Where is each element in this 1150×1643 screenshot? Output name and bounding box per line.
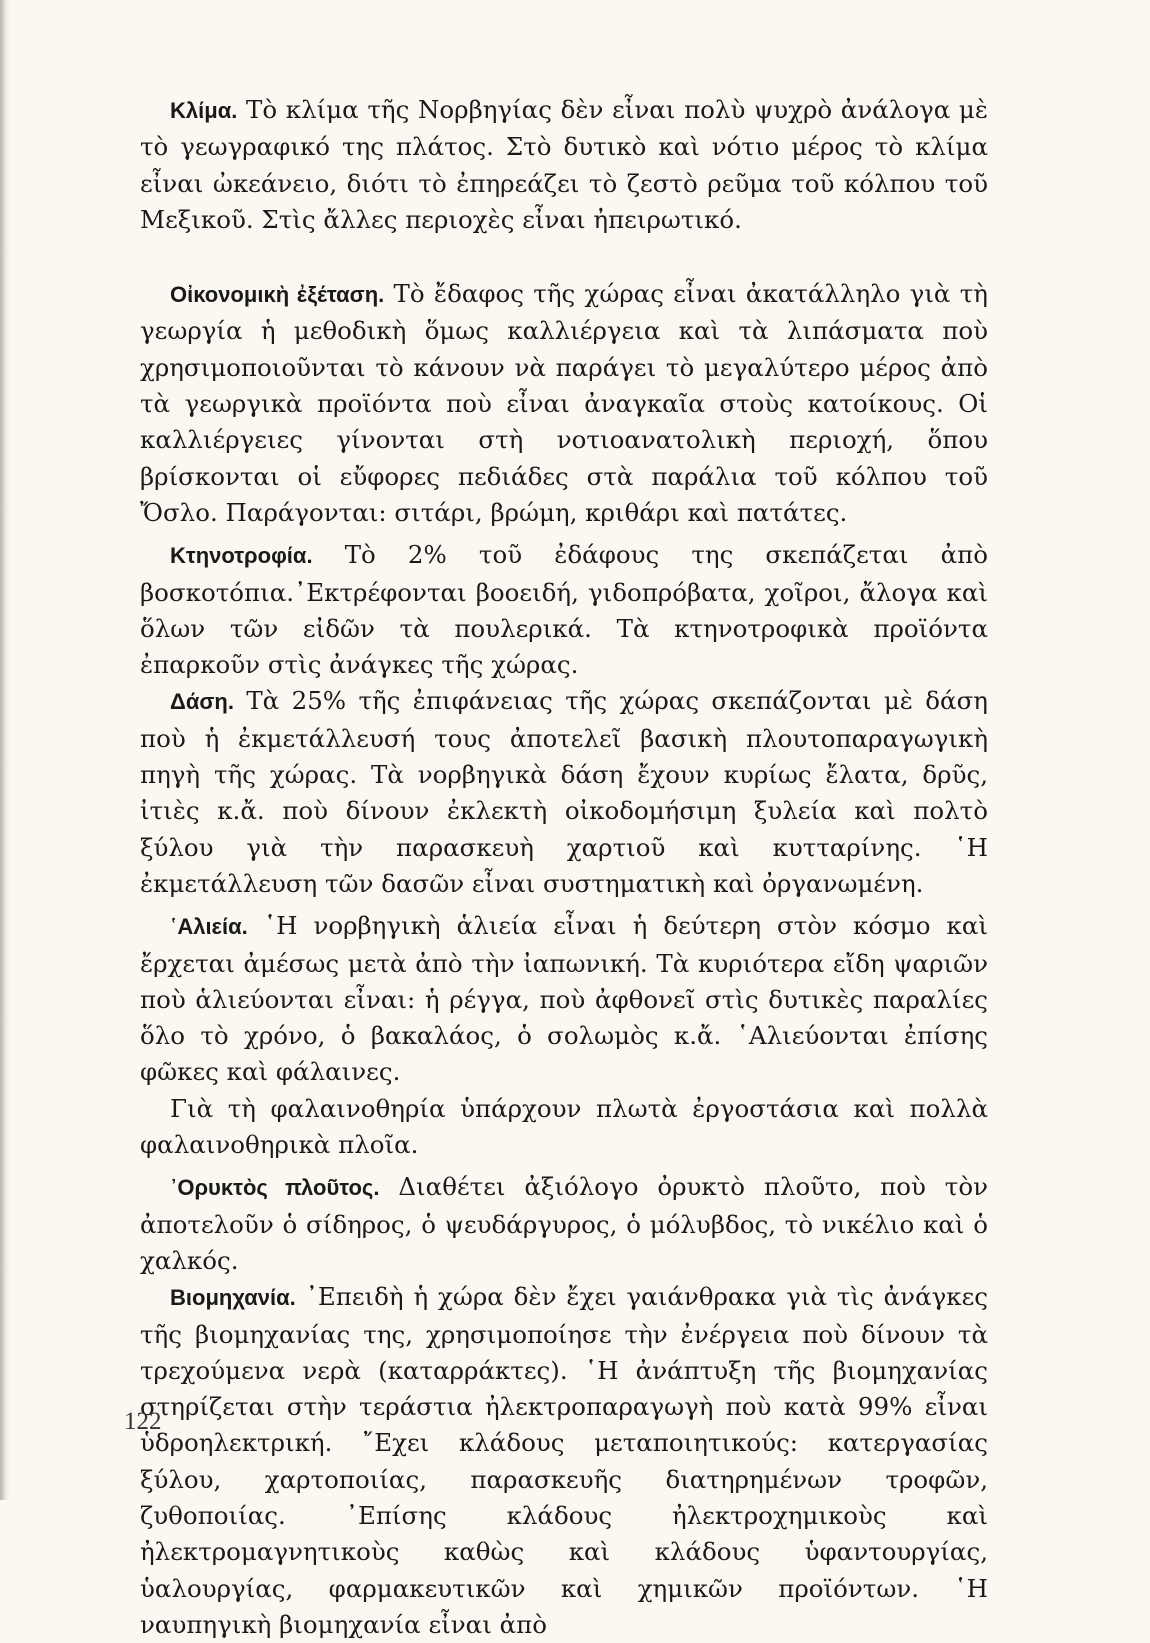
section-heading: Οἰκονομικὴ ἐξέταση.	[170, 282, 385, 308]
section-climate	[140, 92, 988, 238]
section-heading: ῾Αλιεία.	[170, 914, 248, 940]
section-fishing	[140, 908, 988, 1090]
section-text: ῾Η νορβηγικὴ ἁλιεία εἶναι ἡ δεύτερη στὸν κόσμο καὶ ἔρχεται ἀμέσως μετὰ ἀπὸ τὴν ἰαπωνική. Τὰ κυριότερα εἴδη ψαριῶν ποὺ ἁλιεύονται εἶναι: ἡ ρέγγα, ποὺ ἀφθονεῖ στὶς δυτικὲς παραλίες ὅλο τὸ χρόνο, ὁ βακαλάος, ὁ σολωμὸς κ.ἄ. ῾Αλιεύονται ἐπίσης φῶκες καὶ φάλαινες.	[140, 911, 988, 1087]
section-text: ᾿Επειδὴ ἡ χώρα δὲν ἔχει γαιάνθρακα γιὰ τὶς ἀνάγκες τῆς βιομηχανίας της, χρησιμοποίησε τὴν ἐνέργεια ποὺ δίνουν τὰ τρεχούμενα νερὰ (καταρράκτες). ῾Η ἀνάπτυξη τῆς βιομηχανίας στηρίζεται στὴν τεράστια ἠλεκτροπαραγωγὴ ποὺ κατὰ 99% εἶναι ὑδροηλεκτρική. ῎Εχει κλάδους μεταποιητικούς: κατεργασίας ξύλου, χαρτοποιίας, παρασκευῆς διατηρημένων τροφῶν, ζυθοποιίας. ᾿Επίσης κλάδους ἠλεκτροχημικοὺς καὶ ἠλεκτρομαγνητικοὺς καθὼς καὶ κλάδους ὑφαντουργίας, ὑαλουργίας, φαρμακευτικῶν καὶ χημικῶν προϊόντων. ῾Η ναυπηγικὴ βιομηχανία εἶναι ἀπὸ	[140, 1282, 988, 1639]
section-text: Γιὰ τὴ φαλαινοθηρία ὑπάρχουν πλωτὰ ἐργοστάσια καὶ πολλὰ φαλαινοθηρικὰ πλοῖα.	[140, 1093, 988, 1160]
section-industry	[140, 1279, 988, 1643]
page-binding-edge	[0, 0, 10, 1500]
section-economy	[140, 276, 988, 531]
page-number: 122	[124, 1408, 162, 1435]
section-text: Διαθέτει ἀξιόλογο ὀρυκτὸ πλοῦτο, ποὺ τὸν ἀποτελοῦν ὁ σίδηρος, ὁ ψευδάργυρος, ὁ μόλυβδος, τὸ νικέλιο καὶ ὁ χαλκός.	[140, 1172, 988, 1275]
section-heading: Βιομηχανία.	[170, 1285, 296, 1311]
section-text: Τὸ ἔδαφος τῆς χώρας εἶναι ἀκατάλληλο γιὰ τὴ γεωργία ἡ μεθοδικὴ ὅμως καλλιέργεια καὶ τὰ λιπάσματα ποὺ χρησιμοποιοῦνται τὸ κάνουν νὰ παράγει τὸ μεγαλύτερο μέρος ἀπὸ τὰ γεωργικὰ προϊόντα ποὺ εἶναι ἀναγκαῖα στοὺς κατοίκους. Οἱ καλλιέργειες γίνονται στὴ νοτιοανατολικὴ περιοχή, ὅπου βρίσκονται οἱ εὔφορες πεδιάδες στὰ παράλια τοῦ κόλπου τοῦ Ὄσλο. Παράγονται: σιτάρι, βρώμη, κριθάρι καὶ πατάτες.	[140, 279, 988, 527]
section-text: Τὸ κλίμα τῆς Νορβηγίας δὲν εἶναι πολὺ ψυχρὸ ἀνάλογα μὲ τὸ γεωγραφικό της πλάτος. Στὸ δυτικὸ καὶ νότιο μέρος τὸ κλίμα εἶναι ὠκεάνειο, διότι τὸ ἐπηρεάζει τὸ ζεστὸ ρεῦμα τοῦ κόλπου τοῦ Μεξικοῦ. Στὶς ἄλλες περιοχὲς εἶναι ἠπειρωτικό.	[140, 95, 988, 234]
section-whaling	[140, 1091, 988, 1164]
section-heading: Κτηνοτροφία.	[170, 543, 313, 569]
section-text: Τὸ 2% τοῦ ἐδάφους της σκεπάζεται ἀπὸ βοσκοτόπια.᾿Εκτρέφονται βοοειδή, γιδοπρόβατα, χοῖροι, ἄλογα καὶ ὅλων τῶν εἰδῶν τὰ πουλερικά. Τὰ κτηνοτροφικὰ προϊόντα ἐπαρκοῦν στὶς ἀνάγκες τῆς χώρας.	[140, 540, 989, 680]
section-heading: Δάση.	[170, 689, 234, 715]
section-text: Τὰ 25% τῆς ἐπιφάνειας τῆς χώρας σκεπάζονται μὲ δάση ποὺ ἡ ἐκμετάλλευσή τους ἀποτελεῖ βασικὴ πλουτοπαραγωγικὴ πηγὴ τῆς χώρας. Τὰ νορβηγικὰ δάση ἔχουν κυρίως ἔλατα, δρῦς, ἰτιὲς κ.ἄ. ποὺ δίνουν ἐκλεκτὴ οἰκοδομήσιμη ξυλεία καὶ πολτὸ ξύλου γιὰ τὴν παρασκευὴ χαρτιοῦ καὶ κυτταρίνης. ῾Η ἐκμετάλλευση τῶν δασῶν εἶναι συστηματικὴ καὶ ὀργανωμένη.	[140, 686, 988, 898]
body-text	[140, 92, 988, 1643]
section-livestock	[140, 537, 988, 683]
section-heading: ᾿Ορυκτὸς πλοῦτος.	[170, 1175, 380, 1201]
section-minerals	[140, 1169, 988, 1279]
section-heading: Κλίμα.	[170, 98, 238, 123]
section-forests	[140, 683, 988, 902]
